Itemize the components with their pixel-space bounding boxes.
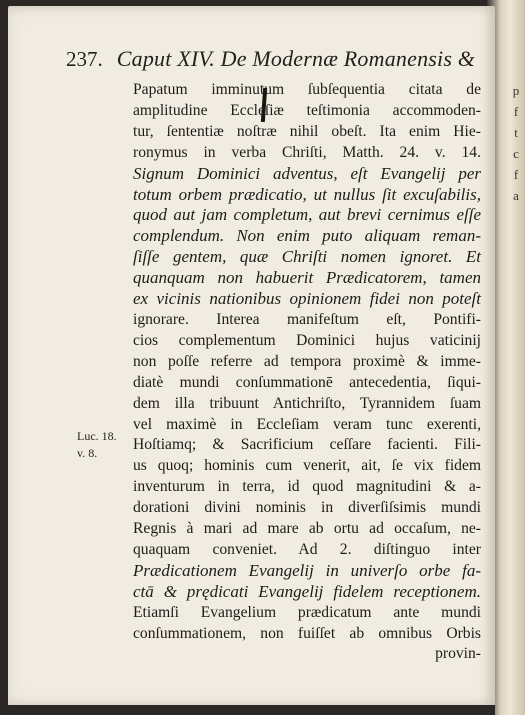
text-line: ctā & prędicati Evangelij fidelem receptionem. [133, 581, 481, 601]
text-line: Hoſtiamq; & Sacrificium ceſſare facienti. Fili- [133, 436, 481, 454]
page-header [66, 46, 486, 72]
facing-page-letters [509, 80, 523, 206]
facing-page-letter: c [513, 146, 519, 161]
text-line: conſummationem, non fuiſſet ab omnibus Orbis [133, 624, 481, 642]
text-line: dorationi divini nominis in diverſiſsimis mundi [133, 499, 481, 517]
facing-page-letter: f [513, 167, 519, 182]
text-line: quaquam conveniet. Ad 2. diſtinguo inter [133, 540, 481, 558]
text-line: Signum Dominici adventus, eſt Evangelij per [133, 163, 481, 183]
facing-page-letter: t [514, 125, 518, 140]
text-line: vel maximè in Eccleſiam veram tunc exerenti, [133, 415, 481, 433]
text-line: dem illa tribuunt Antichriſto, Tyrannidem ſuam [133, 394, 481, 412]
text-line: inventurum in terra, id quod magnitudini & a- [133, 478, 481, 496]
page-bottom-shadow [8, 705, 495, 715]
margin-reference-book: Luc. 18. [77, 429, 117, 443]
body-text [133, 80, 481, 665]
text-line: Prædicationem Evangelij in univerſo orbe fa- [133, 560, 481, 580]
text-line: cios complementum Dominici hujus vaticinij [133, 331, 481, 349]
facing-page-letter: a [513, 188, 519, 203]
text-line: amplitudine Eccleſiæ teſtimonia accommoden- [133, 101, 481, 119]
text-line: complendum. Non enim puto aliquam reman- [133, 226, 481, 246]
text-line: ronymus in verba Chriſti, Matth. 24. v. 14. [133, 143, 481, 161]
text-line: totum orbem prædicatio, ut nullus ſit excuſabilis, [133, 184, 481, 204]
text-line: quanquam non habuerit Prædicatorem, tamen [133, 268, 481, 288]
text-line: Etiamſi Evangelium prædicatum ante mundi [133, 603, 481, 621]
running-title: Caput XIV. De Modernæ Romanensis & [116, 46, 476, 71]
text-line: us quoq; hominis cum venerit, ait, ſe vix fidem [133, 457, 481, 475]
text-line: ex vicinis nationibus opinionem fidei non poteſt [133, 289, 481, 309]
margin-reference-verse: v. 8. [77, 446, 98, 460]
text-line: diatè mundi conſummationē antecedentia, ſiqui- [133, 373, 481, 391]
text-line: ignorare. Interea manifeſtum eſt, Pontifi- [133, 310, 481, 328]
text-line: provin- [435, 645, 481, 663]
text-line: Regnis à mari ad mare ab ortu ad occaſum, ne- [133, 520, 481, 538]
text-line: non poſſe referre ad tempora proximè & imme- [133, 352, 481, 370]
facing-page-letter: f [513, 104, 519, 119]
margin-reference [77, 428, 117, 462]
text-line: quod aut jam completum, aut brevi cernimus eſſe [133, 205, 481, 225]
text-line: ſiſſe gentem, quæ Chriſti nomen ignoret. Et [133, 247, 481, 267]
text-line: Papatum imminutum ſubſequentia citata de [133, 81, 481, 98]
facing-page-letter: p [512, 83, 520, 98]
page-number: 237. [66, 47, 103, 71]
text-line: tur, ſententiæ noſtræ nihil obeſt. Ita enim Hie- [133, 122, 481, 140]
